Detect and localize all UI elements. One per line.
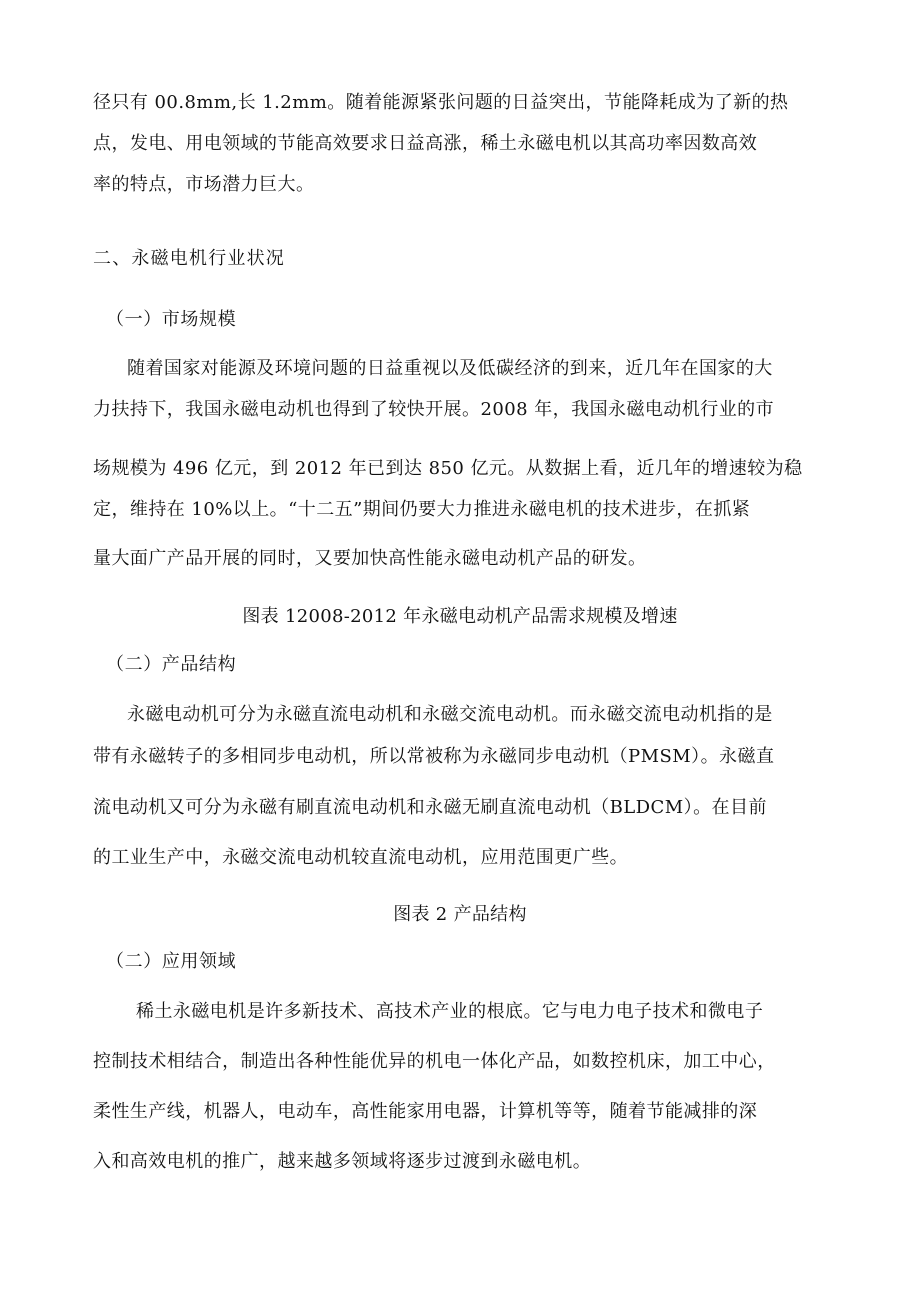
- figure-caption: 图表 2 产品结构: [393, 904, 527, 925]
- paragraph-line: 的工业生产中，永磁交流电动机较直流电动机，应用范围更广些。: [93, 847, 629, 868]
- paragraph-line: 永磁电动机可分为永磁直流电动机和永磁交流电动机。而永磁交流电动机指的是: [127, 704, 773, 725]
- section-heading: 二、永磁电机行业状况: [93, 248, 285, 269]
- paragraph-line: 柔性生产线，机器人，电动车，高性能家用电器，计算机等等，随着节能减排的深: [93, 1101, 758, 1122]
- paragraph-line: 点，发电、用电领域的节能高效要求日益高涨，稀土永磁电机以其高功率因数高效: [93, 133, 758, 154]
- paragraph-line: 定，维持在 10%以上。“十二五”期间仍要大力推进永磁电机的技术进步，在抓紧: [93, 499, 751, 520]
- paragraph-line: 控制技术相结合，制造出各种性能优异的机电一体化产品，如数控机床，加工中心，: [93, 1051, 776, 1072]
- subsection-heading: （二）产品结构: [106, 654, 237, 675]
- paragraph-line: 入和高效电机的推广，越来越多领域将逐步过渡到永磁电机。: [93, 1151, 592, 1172]
- paragraph-line: 带有永磁转子的多相同步电动机，所以常被称为永磁同步电动机（PMSM）。永磁直: [93, 746, 775, 767]
- paragraph-line: 量大面广产品开展的同时，又要加快高性能永磁电动机产品的研发。: [93, 548, 647, 569]
- paragraph-line: 率的特点，市场潜力巨大。: [93, 174, 315, 195]
- paragraph-line: 随着国家对能源及环境问题的日益重视以及低碳经济的到来，近几年在国家的大: [127, 358, 773, 379]
- paragraph-line: 稀土永磁电机是许多新技术、高技术产业的根底。它与电力电子技术和微电子: [136, 1001, 764, 1022]
- paragraph-line: 径只有 00.8mm,长 1.2mm。随着能源紧张问题的日益突出，节能降耗成为了新的热: [93, 92, 789, 113]
- subsection-heading: （一）市场规模: [106, 309, 237, 330]
- paragraph-line: 流电动机又可分为永磁有刷直流电动机和永磁无刷直流电动机（BLDCM）。在目前: [93, 797, 767, 818]
- figure-caption: 图表 12008-2012 年永磁电动机产品需求规模及增速: [242, 606, 678, 627]
- paragraph-line: 场规模为 496 亿元，到 2012 年已到达 850 亿元。从数据上看，近几年的增速较为稳: [93, 458, 803, 479]
- paragraph-line: 力扶持下，我国永磁电动机也得到了较快开展。2008 年，我国永磁电动机行业的市: [93, 399, 775, 420]
- subsection-heading: （二）应用领域: [106, 951, 237, 972]
